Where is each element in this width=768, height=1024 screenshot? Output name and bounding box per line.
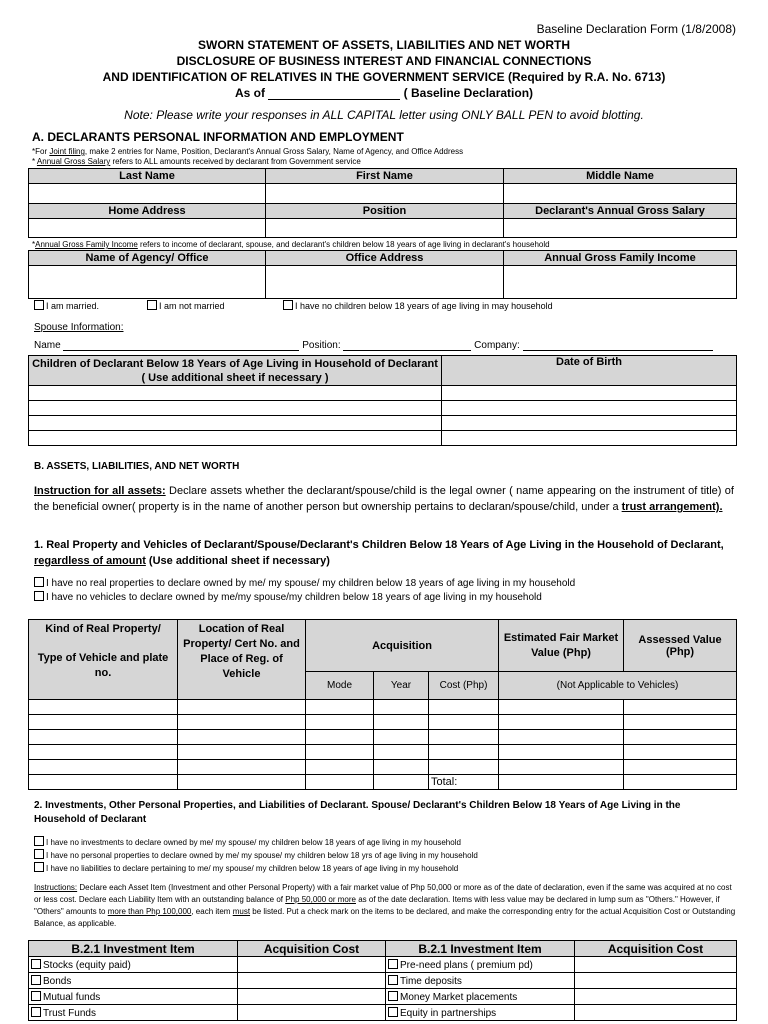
- property-cell[interactable]: [306, 700, 374, 715]
- no-investments-checkbox[interactable]: [34, 836, 44, 846]
- not-married-checkbox[interactable]: [147, 300, 157, 310]
- form-title-2: DISCLOSURE OF BUSINESS INTEREST AND FINANCIAL CONNECTIONS: [176, 54, 592, 68]
- child-dob-field[interactable]: [442, 386, 737, 401]
- item-checkbox[interactable]: [388, 1007, 398, 1017]
- agency-header: Name of Agency/ Office: [29, 251, 266, 266]
- first-name-field[interactable]: [266, 184, 504, 204]
- note-text: , make 2 entries for Name, Position, Declarant's Annual Gross Salary, Name of Agency, and Office Address: [84, 147, 464, 156]
- form-id: Baseline Declaration Form (1/8/2008): [536, 22, 736, 36]
- item-label: Pre-need plans ( premium pd): [400, 959, 533, 971]
- instruction-text: Declare each Asset Item (Investment and other Personal Property) with a fair market value of Php 50,000 or more as of the date of declaration, even if the same was acquired at no cost or less cost. Declare each Liability Item with an outstanding balance of: [34, 883, 732, 904]
- acquisition-cost-field[interactable]: [238, 957, 386, 973]
- cost-header: Cost (Php): [429, 672, 499, 700]
- gross-salary-note: [32, 157, 361, 166]
- as-of-date-field[interactable]: [268, 90, 400, 100]
- no-investments-option[interactable]: [34, 836, 461, 847]
- property-cell[interactable]: [29, 730, 178, 745]
- investment-item-left[interactable]: [29, 957, 238, 973]
- property-cell[interactable]: [624, 715, 737, 730]
- married-option[interactable]: [34, 300, 99, 311]
- no-liabilities-option[interactable]: [34, 862, 458, 873]
- mode-header: Mode: [306, 672, 374, 700]
- property-cell[interactable]: [29, 700, 178, 715]
- note-underlined: Annual Gross Salary: [36, 157, 111, 166]
- property-cell[interactable]: [429, 760, 499, 775]
- no-children-checkbox[interactable]: [283, 300, 293, 310]
- property-cell[interactable]: [499, 760, 624, 775]
- spouse-company-label: Company:: [474, 340, 520, 351]
- note-prefix: *For: [32, 147, 50, 156]
- middle-name-header: Middle Name: [504, 169, 737, 184]
- assets-instruction: [34, 483, 734, 515]
- home-address-field[interactable]: [29, 219, 266, 238]
- property-cell[interactable]: [306, 775, 374, 790]
- no-children-label: I have no children below 18 years of age living in may household: [295, 301, 553, 311]
- property-cell[interactable]: [429, 745, 499, 760]
- spouse-info-label: Spouse Information:: [34, 322, 124, 333]
- property-cell[interactable]: [306, 760, 374, 775]
- position-field[interactable]: [266, 219, 504, 238]
- property-cell[interactable]: [624, 745, 737, 760]
- child-name-field[interactable]: [29, 416, 442, 431]
- first-name-header: First Name: [266, 169, 504, 184]
- married-checkbox[interactable]: [34, 300, 44, 310]
- family-income-field[interactable]: [504, 266, 737, 299]
- property-cell[interactable]: [178, 730, 306, 745]
- total-fmv-field[interactable]: [499, 775, 624, 790]
- item-checkbox[interactable]: [31, 975, 41, 985]
- note-text: refers to ALL amounts received by declarant from Government service: [110, 157, 361, 166]
- item-checkbox[interactable]: [388, 959, 398, 969]
- child-name-field[interactable]: [29, 431, 442, 446]
- no-personal-property-label: I have no personal properties to declare owned by me/ my spouse/ my children below 18 yrs of age living in my household: [46, 851, 478, 860]
- b1-title: [34, 537, 734, 569]
- assessed-value-header: Assessed Value (Php): [624, 620, 737, 672]
- children-header: Children of Declarant Below 18 Years of Age Living in Household of Declarant ( Use additional sheet if necessary ): [29, 356, 442, 386]
- acquisition-cost-field[interactable]: [575, 957, 737, 973]
- section-a-title: A. DECLARANTS PERSONAL INFORMATION AND EMPLOYMENT: [32, 130, 404, 144]
- property-cell[interactable]: [429, 715, 499, 730]
- property-cell[interactable]: [374, 715, 429, 730]
- instruction-underlined: must: [232, 907, 251, 916]
- no-vehicles-label: I have no vehicles to declare owned by me/my spouse/my children below 18 years of age living in my household: [46, 592, 542, 603]
- note-underlined: Annual Gross Family Income: [35, 240, 138, 249]
- instruction-label: Instructions:: [34, 883, 78, 892]
- acquisition-cost-field[interactable]: [238, 1005, 386, 1021]
- property-cell[interactable]: [499, 730, 624, 745]
- no-real-property-option[interactable]: [34, 577, 575, 589]
- acquisition-header: Acquisition: [306, 620, 499, 672]
- item-label: Mutual funds: [43, 991, 101, 1003]
- trust-arrangement: trust arrangement).: [621, 501, 723, 513]
- property-cell[interactable]: [29, 760, 178, 775]
- no-personal-property-checkbox[interactable]: [34, 849, 44, 859]
- baseline-label: ( Baseline Declaration): [403, 86, 534, 100]
- home-address-header: Home Address: [29, 204, 266, 219]
- investments-table: [28, 940, 737, 1021]
- section-b-title: B. ASSETS, LIABILITIES, AND NET WORTH: [34, 461, 240, 472]
- acquisition-cost-field[interactable]: [238, 973, 386, 989]
- property-cell[interactable]: [624, 760, 737, 775]
- property-cell[interactable]: [374, 730, 429, 745]
- fair-market-value-header: Estimated Fair Market Value (Php): [499, 620, 624, 672]
- item-checkbox[interactable]: [31, 959, 41, 969]
- spouse-name-label: Name: [34, 340, 61, 351]
- property-cell[interactable]: [306, 745, 374, 760]
- property-cell[interactable]: [374, 745, 429, 760]
- item-label: Trust Funds: [43, 1007, 96, 1019]
- property-cell[interactable]: [374, 775, 429, 790]
- family-income-note: [32, 240, 550, 249]
- form-title-4: [0, 86, 768, 100]
- kind-property-header: [29, 620, 178, 700]
- investment-item-right[interactable]: [386, 1005, 575, 1021]
- property-cell[interactable]: [624, 730, 737, 745]
- last-name-field[interactable]: [29, 184, 266, 204]
- total-assessed-field[interactable]: [624, 775, 737, 790]
- kind-property-label: Kind of Real Property/: [45, 623, 161, 635]
- acquisition-cost-field[interactable]: [575, 1005, 737, 1021]
- instruction-text: , each item: [191, 907, 233, 916]
- child-dob-field[interactable]: [442, 416, 737, 431]
- property-cell[interactable]: [29, 715, 178, 730]
- not-applicable-note: (Not Applicable to Vehicles): [499, 672, 737, 700]
- agency-table: [28, 250, 737, 299]
- gross-salary-header: Declarant's Annual Gross Salary: [504, 204, 737, 219]
- item-checkbox[interactable]: [388, 975, 398, 985]
- investment-item-header-left: B.2.1 Investment Item: [29, 941, 238, 957]
- no-real-property-checkbox[interactable]: [34, 577, 44, 587]
- property-cell[interactable]: [499, 745, 624, 760]
- b1-title-note: (Use additional sheet if necessary): [145, 555, 330, 567]
- note-prefix: *: [32, 157, 37, 166]
- item-label: Time deposits: [400, 975, 462, 987]
- property-cell[interactable]: [178, 715, 306, 730]
- child-name-field[interactable]: [29, 401, 442, 416]
- instruction-text: be listed. Put a check mark on the items to be declared, and make the corresponding entry for the actual Acquisition Cost or Outstanding Balance, as applicable.: [34, 907, 736, 928]
- property-cell[interactable]: [178, 745, 306, 760]
- no-liabilities-label: I have no liabilities to declare pertaining to me/ my spouse/ my children below 18 years of age living in my household: [46, 864, 459, 873]
- property-cell[interactable]: [178, 700, 306, 715]
- acquisition-cost-field[interactable]: [575, 989, 737, 1005]
- property-cell[interactable]: [306, 715, 374, 730]
- child-dob-field[interactable]: [442, 401, 737, 416]
- investment-item-left[interactable]: [29, 989, 238, 1005]
- item-label: Money Market placements: [400, 991, 518, 1003]
- note-underlined: Joint filing: [49, 147, 85, 156]
- acquisition-cost-header-right: Acquisition Cost: [575, 941, 737, 957]
- not-married-label: I am not married: [159, 301, 225, 311]
- property-cell[interactable]: [499, 715, 624, 730]
- b1-title-text: 1. Real Property and Vehicles of Declarant/Spouse/Declarant's Children Below 18 Years of Age Living in the Household of Declarant,: [34, 539, 724, 551]
- property-cell[interactable]: [429, 730, 499, 745]
- investment-item-left[interactable]: [29, 973, 238, 989]
- instruction-underlined: Php 50,000 or more: [285, 895, 356, 904]
- note-text: refers to income of declarant, spouse, and declarant's children below 18 years of age living in declarant's household: [137, 240, 550, 249]
- property-cell[interactable]: [306, 730, 374, 745]
- investments-instruction: [34, 882, 736, 930]
- office-address-header: Office Address: [266, 251, 504, 266]
- instruction-text: as of the date declaration. Items with less value may be declared in lump sum as "Others." However, if "Others" amounts to: [34, 895, 720, 916]
- property-cell[interactable]: [178, 760, 306, 775]
- as-of-label: As of: [234, 86, 265, 100]
- family-income-header: Annual Gross Family Income: [504, 251, 737, 266]
- property-cell[interactable]: [374, 760, 429, 775]
- personal-info-table: [28, 168, 737, 238]
- spouse-company-field[interactable]: [523, 341, 713, 351]
- investment-item-right[interactable]: [386, 957, 575, 973]
- property-cell[interactable]: [29, 775, 178, 790]
- investment-item-header-right: B.2.1 Investment Item: [386, 941, 575, 957]
- item-checkbox[interactable]: [388, 991, 398, 1001]
- property-cell[interactable]: [178, 775, 306, 790]
- last-name-header: Last Name: [29, 169, 266, 184]
- item-label: Bonds: [43, 975, 72, 987]
- no-vehicles-option[interactable]: [34, 591, 542, 603]
- investment-item-right[interactable]: [386, 973, 575, 989]
- child-dob-field[interactable]: [442, 431, 737, 446]
- year-header: Year: [374, 672, 429, 700]
- property-cell[interactable]: [624, 700, 737, 715]
- dob-header: Date of Birth: [442, 356, 737, 386]
- total-label: Total:: [429, 775, 499, 790]
- not-married-option[interactable]: [147, 300, 225, 311]
- no-liabilities-checkbox[interactable]: [34, 862, 44, 872]
- item-label: Stocks (equity paid): [43, 959, 131, 971]
- instruction-text: Declare assets whether the declarant/spouse/child is the legal owner ( name appearing on the instrument of title) of the beneficial owner( property is in the name of another person but ownership pertains to declaran/spouse/child, under a: [34, 485, 734, 513]
- item-checkbox[interactable]: [31, 1007, 41, 1017]
- item-checkbox[interactable]: [31, 991, 41, 1001]
- instruction-underlined: more than Php 100,000: [107, 907, 192, 916]
- married-label: I am married.: [46, 301, 100, 311]
- note-prefix: *: [32, 240, 36, 249]
- acquisition-cost-header-left: Acquisition Cost: [238, 941, 386, 957]
- b1-title-underlined: regardless of amount: [34, 555, 146, 567]
- investment-item-right[interactable]: [386, 989, 575, 1005]
- investment-item-left[interactable]: [29, 1005, 238, 1021]
- form-note: Note: Please write your responses in ALL CAPITAL letter using ONLY BALL PEN to avoid blotting.: [124, 108, 644, 122]
- no-real-property-label: I have no real properties to declare owned by me/ my spouse/ my children below 18 years of age living in my household: [46, 578, 576, 589]
- spouse-position-label: Position:: [302, 340, 341, 351]
- spouse-position-field[interactable]: [343, 341, 471, 351]
- no-children-option[interactable]: [283, 300, 553, 311]
- property-cell[interactable]: [499, 700, 624, 715]
- property-cell[interactable]: [29, 745, 178, 760]
- children-table: [28, 355, 737, 446]
- no-personal-property-option[interactable]: [34, 849, 478, 860]
- position-header: Position: [266, 204, 504, 219]
- acquisition-cost-field[interactable]: [575, 973, 737, 989]
- office-address-field[interactable]: [266, 266, 504, 299]
- vehicle-type-label: Type of Vehicle and plate no.: [37, 652, 169, 679]
- acquisition-cost-field[interactable]: [238, 989, 386, 1005]
- item-label: Equity in partnerships: [400, 1007, 497, 1019]
- spouse-name-field[interactable]: [63, 341, 299, 351]
- gross-salary-field[interactable]: [504, 219, 737, 238]
- middle-name-field[interactable]: [504, 184, 737, 204]
- child-name-field[interactable]: [29, 386, 442, 401]
- form-title-1: SWORN STATEMENT OF ASSETS, LIABILITIES AND NET WORTH: [198, 38, 570, 52]
- form-title-3: AND IDENTIFICATION OF RELATIVES IN THE GOVERNMENT SERVICE (Required by R.A. No. 6713): [102, 70, 666, 84]
- joint-filing-note: [32, 147, 463, 156]
- no-investments-label: I have no investments to declare owned by me/ my spouse/ my children below 18 years of age living in my household: [46, 838, 461, 847]
- real-property-table: [28, 619, 737, 790]
- no-vehicles-checkbox[interactable]: [34, 591, 44, 601]
- b2-title: 2. Investments, Other Personal Properties, and Liabilities of Declarant. Spouse/ Declarant's Children Below 18 Years of Age Living in the Household of Declarant: [34, 800, 681, 825]
- property-cell[interactable]: [429, 700, 499, 715]
- instruction-label: Instruction for all assets:: [34, 485, 166, 497]
- agency-field[interactable]: [29, 266, 266, 299]
- property-cell[interactable]: [374, 700, 429, 715]
- location-header: Location of Real Property/ Cert No. and Place of Reg. of Vehicle: [178, 620, 306, 700]
- spouse-info-row: [34, 340, 736, 351]
